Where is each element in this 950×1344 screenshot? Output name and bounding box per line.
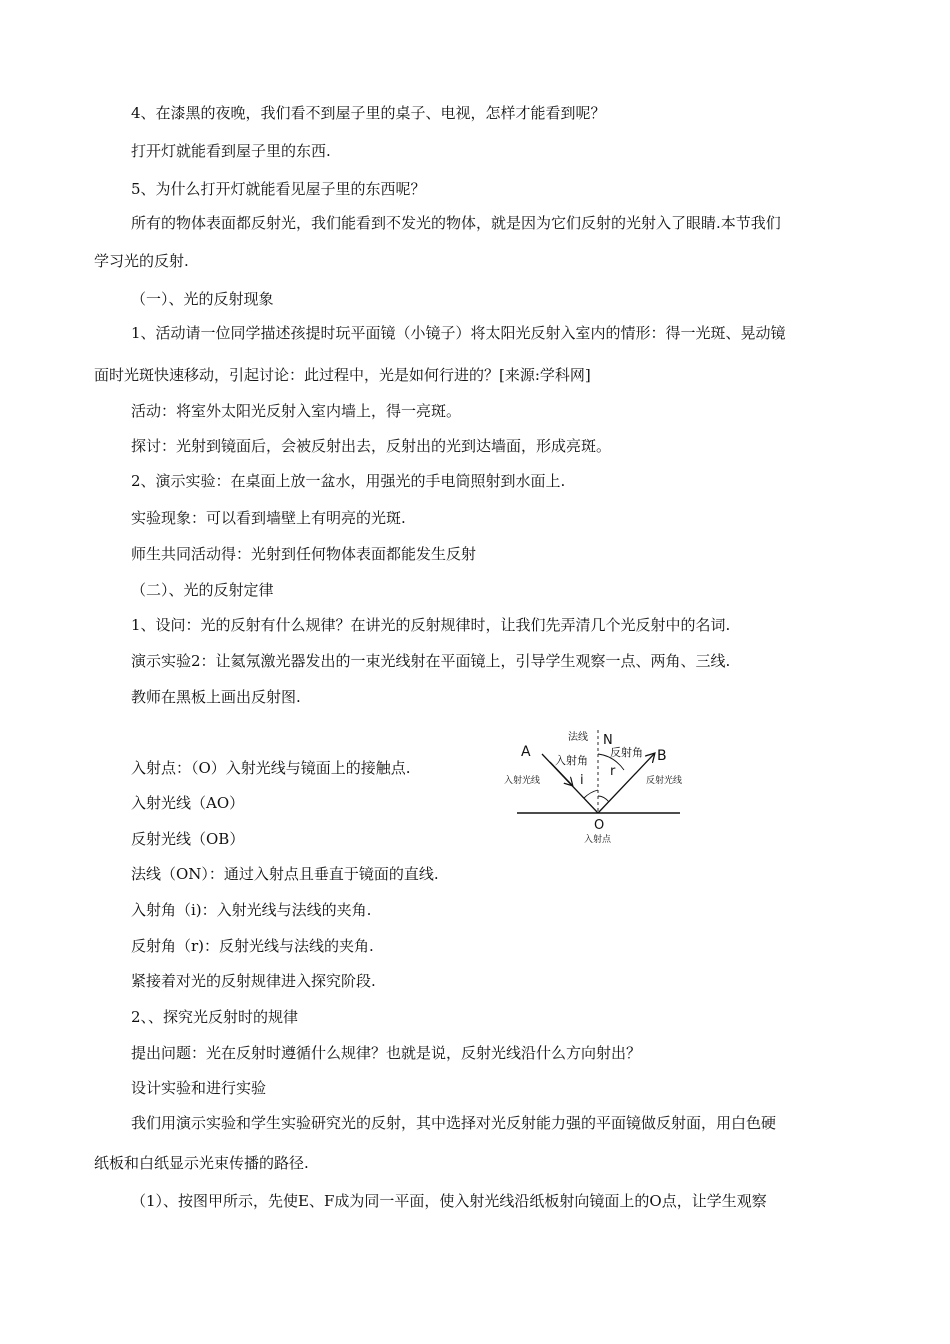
paragraph-line: 4、在漆黑的夜晚，我们看不到屋子里的桌子、电视，怎样才能看到呢？	[131, 104, 606, 122]
paragraph-line: 活动：将室外太阳光反射入室内墙上，得一亮斑。	[131, 402, 462, 420]
paragraph-line: 入射角（i)：入射光线与法线的夹角.	[131, 901, 372, 919]
paragraph-line: 学习光的反射.	[94, 252, 189, 270]
paragraph-line: 1、活动请一位同学描述孩提时玩平面镜（小镜子）将太阳光反射入室内的情形：得一光斑、晃动镜	[131, 324, 786, 342]
paragraph-line: 提出问题：光在反射时遵循什么规律？也就是说，反射光线沿什么方向射出？	[131, 1044, 642, 1062]
paragraph-line: 演示实验2：让氦氖激光器发出的一束光线射在平面镜上，引导学生观察一点、两角、三线.	[131, 652, 731, 670]
paragraph-line: 我们用演示实验和学生实验研究光的反射，其中选择对光反射能力强的平面镜做反射面，用白色硬	[131, 1114, 777, 1132]
paragraph-line: 反射角（r)：反射光线与法线的夹角.	[131, 937, 374, 955]
paragraph-line: 师生共同活动得：光射到任何物体表面都能发生反射	[131, 545, 477, 563]
section-heading: （二）、光的反射定律	[131, 581, 274, 599]
paragraph-line: 打开灯就能看到屋子里的东西.	[131, 142, 331, 160]
label-normal: 法线	[568, 732, 588, 743]
paragraph-line: 反射光线（OB）	[131, 830, 245, 848]
reflect-angle-arc-small	[598, 796, 609, 802]
paragraph-line: 入射点：（O）入射光线与镜面上的接触点.	[131, 759, 411, 777]
label-O: O	[594, 818, 605, 833]
label-reflect-ray: 反射光线	[646, 776, 683, 786]
paragraph-line: 2、、探究光反射时的规律	[131, 1008, 299, 1026]
label-A: A	[521, 744, 531, 760]
paragraph-line: 实验现象：可以看到墙壁上有明亮的光斑.	[131, 509, 406, 527]
paragraph-line: 面时光斑快速移动，引起讨论：此过程中，光是如何行进的？[来源:学科网]	[94, 366, 591, 384]
label-reflect-angle: 反射角	[610, 746, 643, 759]
paragraph-line: 设计实验和进行实验	[131, 1079, 267, 1097]
paragraph-line: 紧接着对光的反射规律进入探究阶段.	[131, 972, 376, 990]
paragraph-line: 探讨：光射到镜面后，会被反射出去，反射出的光到达墙面，形成亮斑。	[131, 437, 612, 455]
label-B: B	[657, 748, 667, 764]
label-i: i	[580, 773, 584, 788]
paragraph-line: 教师在黑板上画出反射图.	[131, 688, 301, 706]
incident-angle-arc	[584, 790, 598, 798]
label-incident-ray: 入射光线	[504, 776, 541, 786]
paragraph-line: 纸板和白纸显示光束传播的路径.	[94, 1154, 309, 1172]
paragraph-line: 5、为什么打开灯就能看见屋子里的东西呢？	[131, 180, 426, 198]
section-heading: （一）、光的反射现象	[131, 290, 274, 308]
paragraph-line: 1、设问：光的反射有什么规律？在讲光的反射规律时，让我们先弄清几个光反射中的名词.	[131, 616, 731, 634]
label-incident-point: 入射点	[584, 835, 612, 845]
label-r: r	[610, 764, 616, 779]
paragraph-line: 法线（ON）：通过入射点且垂直于镜面的直线.	[131, 865, 439, 883]
paragraph-line: 所有的物体表面都反射光，我们能看到不发光的物体，就是因为它们反射的光射入了眼睛.本节我们	[131, 214, 781, 232]
paragraph-line: 入射光线（AO）	[131, 794, 245, 812]
label-N: N	[603, 733, 613, 748]
paragraph-line: （1）、按图甲所示，先使E、F成为同一平面，使入射光线沿纸板射向镜面上的O点，让学生观察	[131, 1192, 767, 1210]
label-incident-angle: 入射角	[555, 754, 588, 767]
paragraph-line: 2、演示实验：在桌面上放一盆水，用强光的手电筒照射到水面上.	[131, 472, 566, 490]
reflection-diagram	[504, 724, 690, 849]
